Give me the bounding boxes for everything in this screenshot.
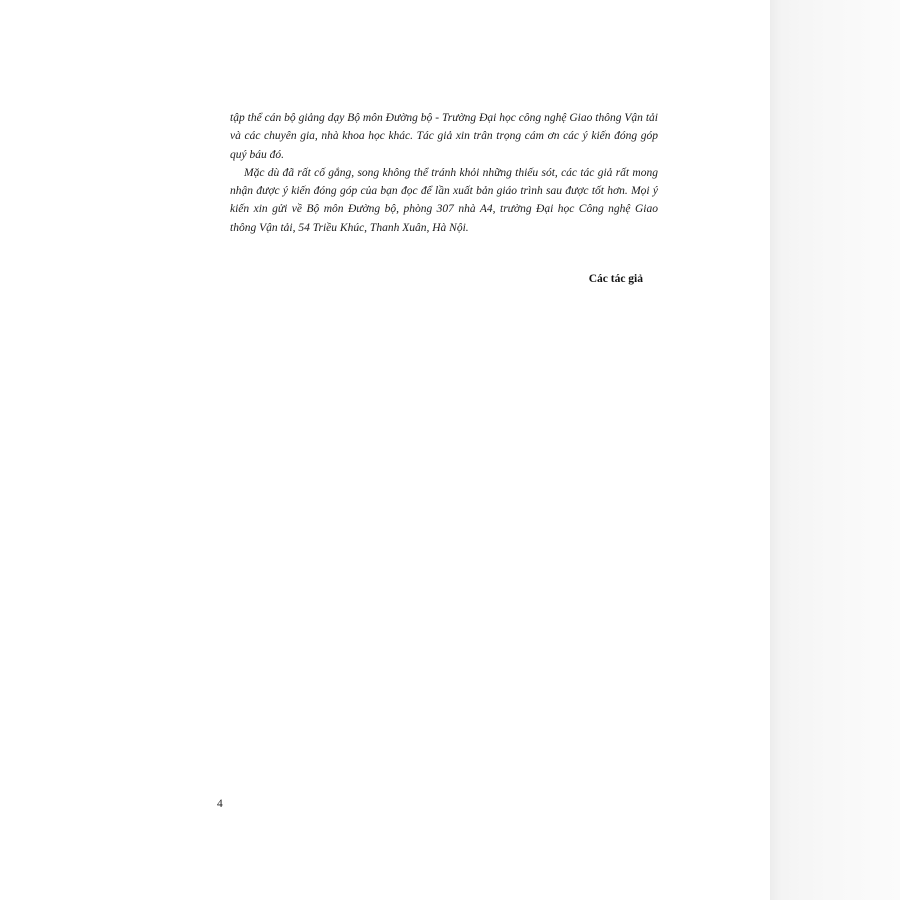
page-edge-shadow: [770, 0, 900, 900]
paragraph-acknowledgement: tập thể cán bộ giảng dạy Bộ môn Đường bộ - Trường Đại học công nghệ Giao thông Vận tải và các chuyên gia, nhà khoa học khác. Tác giả xin trân trọng cám ơn các ý kiến đóng góp quý báu đó.: [230, 112, 658, 161]
paragraph-feedback: Mặc dù đã rất cố gắng, song không thể tránh khỏi những thiếu sót, các tác giả rất mong nhận được ý kiến đóng góp của bạn đọc để lần xuất bản giáo trình sau được tốt hơn. Mọi ý kiến xin gửi về Bộ môn Đường bộ, phòng 307 nhà A4, trường Đại học Công nghệ Giao thông Vận tải, 54 Triều Khúc, Thanh Xuân, Hà Nội.: [230, 166, 658, 234]
signature-authors: Các tác giả: [588, 273, 643, 285]
body-text: [230, 109, 658, 237]
page-number: 4: [217, 798, 223, 810]
